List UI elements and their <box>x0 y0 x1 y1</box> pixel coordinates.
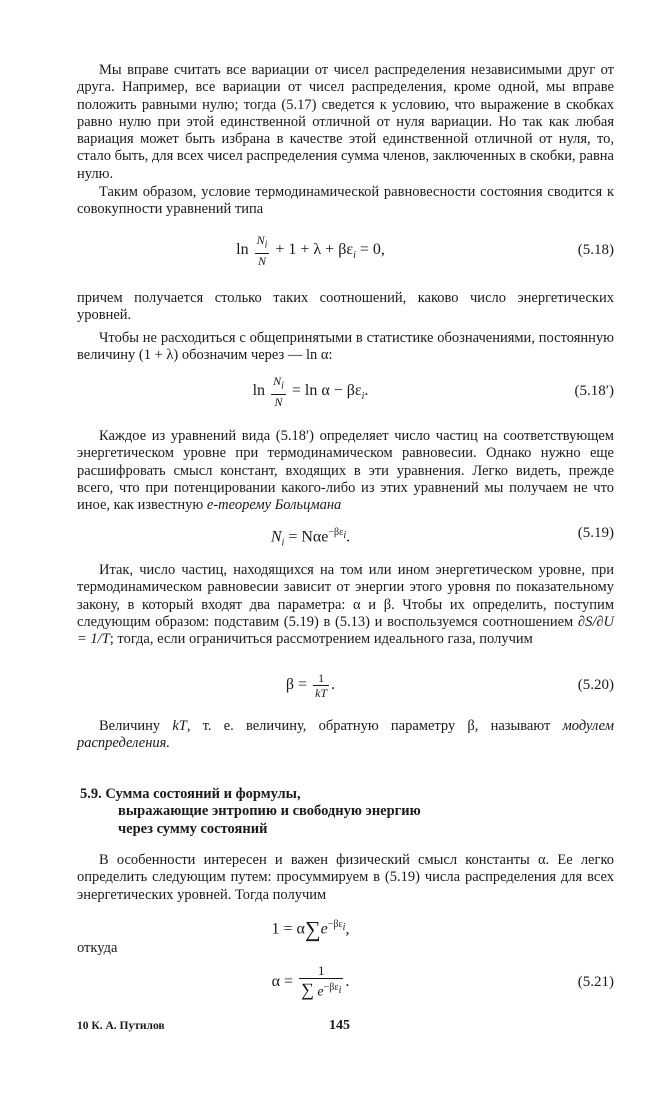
paragraph-modulus: Величину kT, т. е. величину, обратную параметру β, называют модулем распределения. <box>77 718 615 752</box>
paragraph-relations-count: причем получается столько таких соотношений, каково число энергетических уровней. <box>77 290 614 324</box>
paragraph-alpha-meaning: В особенности интересен и важен физический смысл константы α. Ее легко определить следующим путем: просуммируем в (5.19) числа распределения для всех энергетических уровней. Тогда получим <box>77 852 614 903</box>
page-footer <box>77 1018 614 1038</box>
equation-number: (5.19) <box>577 525 614 541</box>
equation-number: (5.18) <box>577 242 614 258</box>
equation-number: (5.21) <box>577 974 614 990</box>
equation-number: (5.18′) <box>574 383 614 399</box>
paragraph-equilibrium-condition: Таким образом, условие термодинамической равновесности состояния сводится к совокупности уравнений типа <box>77 184 614 218</box>
equation-5-19: $N_i = N\alpha e^{-\beta\varepsilon_i}$. (5.19) <box>77 516 614 550</box>
section-heading: 5.9. Сумма состояний и формулы, выражающие энтропию и свободную энергию через сумму состояний <box>80 786 421 837</box>
page-number: 145 <box>329 1018 350 1033</box>
section-number: 5.9. <box>80 786 102 802</box>
equation-number: (5.20) <box>577 677 614 693</box>
entropy-relation: ∂S/∂U = 1/T <box>77 613 615 648</box>
fraction-ni-over-n: $\frac{N_i}{N}$ <box>273 374 284 409</box>
paragraph-whence: откуда <box>77 940 118 956</box>
signature-mark: 10 К. А. Путилов <box>77 1020 165 1032</box>
equation-5-20: β = $\frac{1}{kT}$ . (5.20) <box>77 668 614 702</box>
sum-symbol: ∑ <box>304 916 321 942</box>
fraction-ni-over-n: $\frac{N_i}{N}$ <box>256 233 268 268</box>
equation-5-18-prime: ln $\frac{N_i}{N}$ = $\ln \alpha - \beta\varepsilon_i$. (5.18′) <box>252 374 614 409</box>
paragraph-boltzmann: Каждое из уравнений вида (5.18′) определяет число частиц на соответствующем энергетическом уровне при термодинамическом равновесии. Однако нужно еще расшифровать смысл констант, входящих в эти уравнения. Легко видеть, прежде всего, что при потенцировании какого-либо из этих уравнений мы получаем не что иное, как известную е-теорему Больцмана <box>77 428 614 514</box>
equation-5-21: α = $\frac{1}{\sum e^{-\beta\varepsilon_i}}$ . (5.21) <box>77 960 614 1004</box>
equation-sum: $1 = \alpha\sum e^{-\beta\varepsilon_i}$, <box>271 916 350 942</box>
boltzmann-theorem-term: е-теорему Больцмана <box>206 497 342 514</box>
fraction-one-over-sum: $\frac{1}{\sum e^{-\beta\varepsilon_i}}$ <box>301 962 342 1000</box>
paragraph-parameters: Итак, число частиц, находящихся на том или ином энергетическом уровне, при термодинамическом равновесии зависит от энергии этого уровня по показательному закону, в который входят два параметра: α и β. Чтобы их определить, поступим следующим образом: подставим (5.19) в (5.13) и воспользуемся соотношением ∂S/∂U = 1/T; тогда, если ограничиться рассмотрением идеального газа, получим <box>77 562 615 648</box>
ln-operator: ln <box>236 241 249 258</box>
fraction-one-over-kt: $\frac{1}{kT}$ <box>315 670 328 700</box>
modulus-term: модулем распределения. <box>77 718 615 752</box>
paragraph-variations: Мы вправе считать все вариации от чисел распределения независимыми друг от друга. Например, все вариации от чисел распределения, кроме одной, мы вправе положить равными нулю; тогда (5.17) сведется к условию, что выражение в скобках равно нулю при этой единственной отличной от нуля вариации. Но так как любая вариация может быть избрана в качестве этой единственной отличной от нуля, то, стало быть, для всех чисел распределения сумма членов, заключенных в скобки, равна нулю. <box>77 62 614 182</box>
equation-5-18: ln $\frac{N_i}{N}$ + $1 + \lambda + \beta\varepsilon_i = 0$, (5.18) <box>236 233 614 268</box>
paragraph-notation: Чтобы не расходиться с общепринятыми в статистике обозначениями, постоянную величину (1 + λ) обозначим через — ln α: <box>77 330 614 364</box>
